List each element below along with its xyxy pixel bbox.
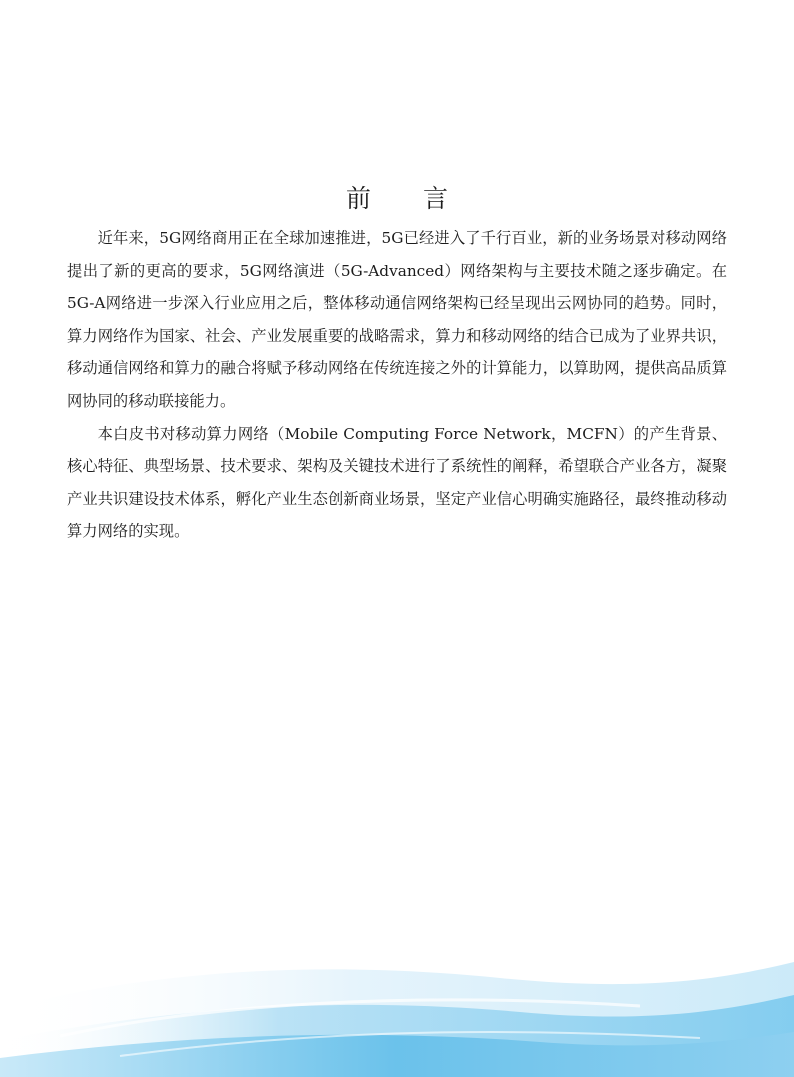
paragraph-2: 本白皮书对移动算力网络（Mobile Computing Force Network，MCFN）的产生背景、核心特征、典型场景、技术要求、架构及关键技术进行了系统性的阐释，希望联合产业各方，凝聚产业共识建设技术体系，孵化产业生态创新商业场景，坚定产业信心明确实施路径，最终推动移动算力网络的实现。: [67, 424, 727, 541]
preface-body: [67, 222, 727, 548]
page-title: 前 言: [346, 183, 470, 213]
decorative-wave-footer: [0, 940, 794, 1077]
paragraph-1: 近年来，5G网络商用正在全球加速推进，5G已经进入了千行百业，新的业务场景对移动网络提出了新的更高的要求，5G网络演进（5G-Advanced）网络架构与主要技术随之逐步确定。在5G-A网络进一步深入行业应用之后，整体移动通信网络架构已经呈现出云网协同的趋势。同时，算力网络作为国家、社会、产业发展重要的战略需求，算力和移动网络的结合已成为了业界共识，移动通信网络和算力的融合将赋予移动网络在传统连接之外的计算能力，以算助网，提供高品质算网协同的移动联接能力。: [67, 229, 727, 410]
